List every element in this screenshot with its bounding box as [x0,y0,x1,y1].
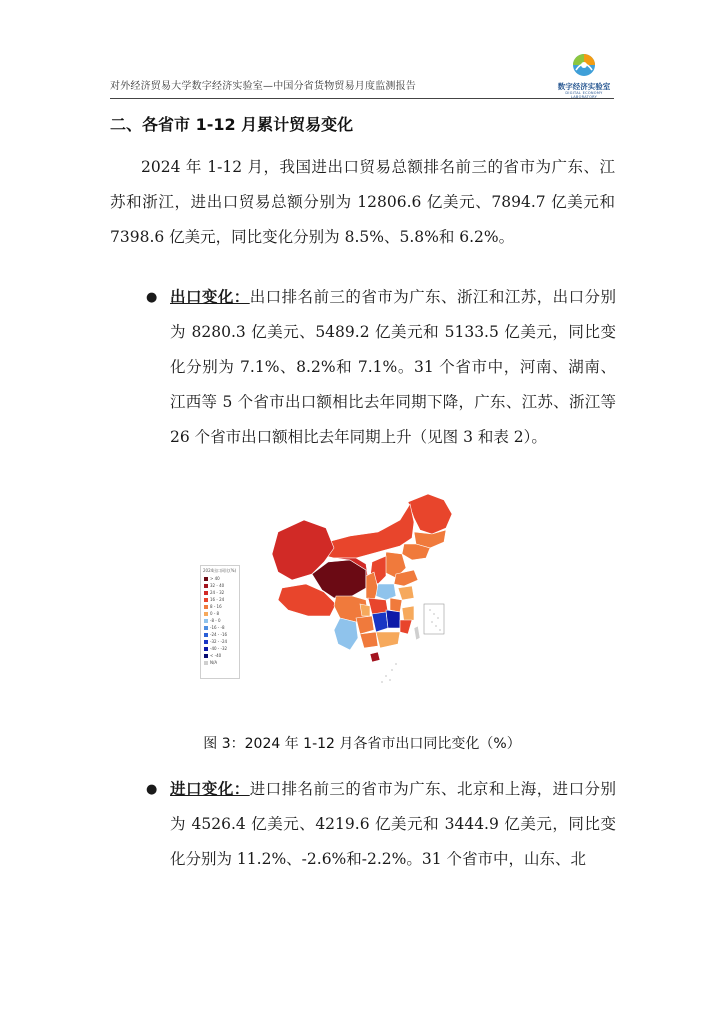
map-region-guizhou [356,616,374,634]
legend-item [201,610,239,617]
map-region-heilongjiang [408,494,452,534]
legend-swatch [204,577,208,581]
legend-label: -32 - -24 [210,639,228,644]
bullet-import-lead: 进口变化： [170,780,250,798]
legend-swatch [204,591,208,595]
map-inset-box [424,604,444,634]
legend-label: -40 - -32 [210,646,228,651]
legend-label: -8 - 0 [210,618,221,623]
map-region-fujian [400,620,412,634]
map-region-jiangxi [386,610,400,628]
map-region-hunan [372,612,388,632]
map-region-hainan [370,652,380,662]
legend-swatch [204,661,208,665]
legend-label: 32 - 40 [210,583,225,588]
legend-swatch [204,605,208,609]
legend-item [201,638,239,645]
legend-item [201,596,239,603]
legend-item [201,589,239,596]
map-region-henan [376,584,396,600]
legend-swatch [204,633,208,637]
map-region-zhejiang [402,606,414,622]
intro-paragraph: 2024 年 1-12 月，我国进出口贸易总额排名前三的省市为广东、江苏和浙江，进出口贸易总额分别为 12806.6 亿美元、7894.7 亿美元和 7398.6 亿美元，同比变化分别为 8.5%、5.8%和 6.2%。 [110,158,615,246]
legend-label: < -40 [210,653,222,658]
legend-label: 16 - 24 [210,597,225,602]
map-region-anhui [390,598,402,612]
legend-item [201,631,239,638]
legend-item [201,645,239,652]
map-region-hubei [368,598,388,614]
bullet-export-body: 出口排名前三的省市为广东、浙江和江苏，出口分别为 8280.3 亿美元、5489.2 亿美元和 5133.5 亿美元，同比变化分别为 7.1%、8.2%和 7.1%。31 个省市中，河南、湖南、江西等 5 个省市出口额相比去年同期下降，广东、江苏、浙江等 26 个省市出口额相比去年同期上升（见图 3 和表 2）。 [170,288,616,446]
legend-label: 24 - 32 [210,590,225,595]
bullet-import-body: 进口排名前三的省市为广东、北京和上海，进口分别为 4526.4 亿美元、4219.6 亿美元和 3444.9 亿美元，同比变化分别为 11.2%、-2.6%和-2.2%。31 个省市中，山东、北 [170,780,616,868]
legend-label: -16 - -8 [210,625,225,630]
legend-swatch [204,626,208,630]
bullet-import-text [170,772,616,877]
legend-item [201,582,239,589]
china-map [200,492,490,692]
header-title: 对外经济贸易大学数字经济实验室—中国分省货物贸易月度监测报告 [110,81,416,92]
legend-swatch [204,619,208,623]
map-region-yunnan [334,618,358,650]
map-region-taiwan [414,626,420,640]
legend-item [201,617,239,624]
legend-swatch [204,584,208,588]
bullet-dot-icon: ● [146,782,158,797]
map-region-jiangsu [398,586,414,600]
map-region-guangxi [360,632,378,648]
legend-swatch [204,598,208,602]
map-region-chongqing [360,604,370,616]
bullet-export-text [170,280,616,455]
page-header [110,50,614,99]
map-region-guangdong [376,632,400,648]
legend-label: 8 - 16 [210,604,222,609]
logo-text: 数字经济实验室 [557,82,611,91]
legend-item [201,652,239,659]
legend-swatch [204,612,208,616]
legend-item [201,659,239,666]
map-legend [200,565,240,679]
bullet-export [146,280,616,455]
legend-title: 2024出口同比(%) [203,568,237,573]
logo-subtext: DIGITAL ECONOMY LABORATORY [565,91,603,99]
legend-item [201,575,239,582]
section-title: 二、各省市 1-12 月累计贸易变化 [110,115,354,134]
bullet-dot-icon: ● [146,290,158,305]
bullet-import [146,772,616,877]
legend-label: 0 - 8 [210,611,220,616]
legend-label: N/A [210,660,218,665]
legend-swatch [204,640,208,644]
legend-item [201,624,239,631]
bullet-export-lead: 出口变化： [170,288,250,306]
legend-swatch [204,654,208,658]
legend-swatch [204,647,208,651]
export-change-map [200,492,490,692]
figure-caption: 图 3：2024 年 1-12 月各省市出口同比变化（%） [203,736,521,752]
legend-label: > 40 [210,576,220,581]
legend-label: -24 - -16 [210,632,228,637]
legend-item [201,603,239,610]
lab-logo [554,50,614,99]
